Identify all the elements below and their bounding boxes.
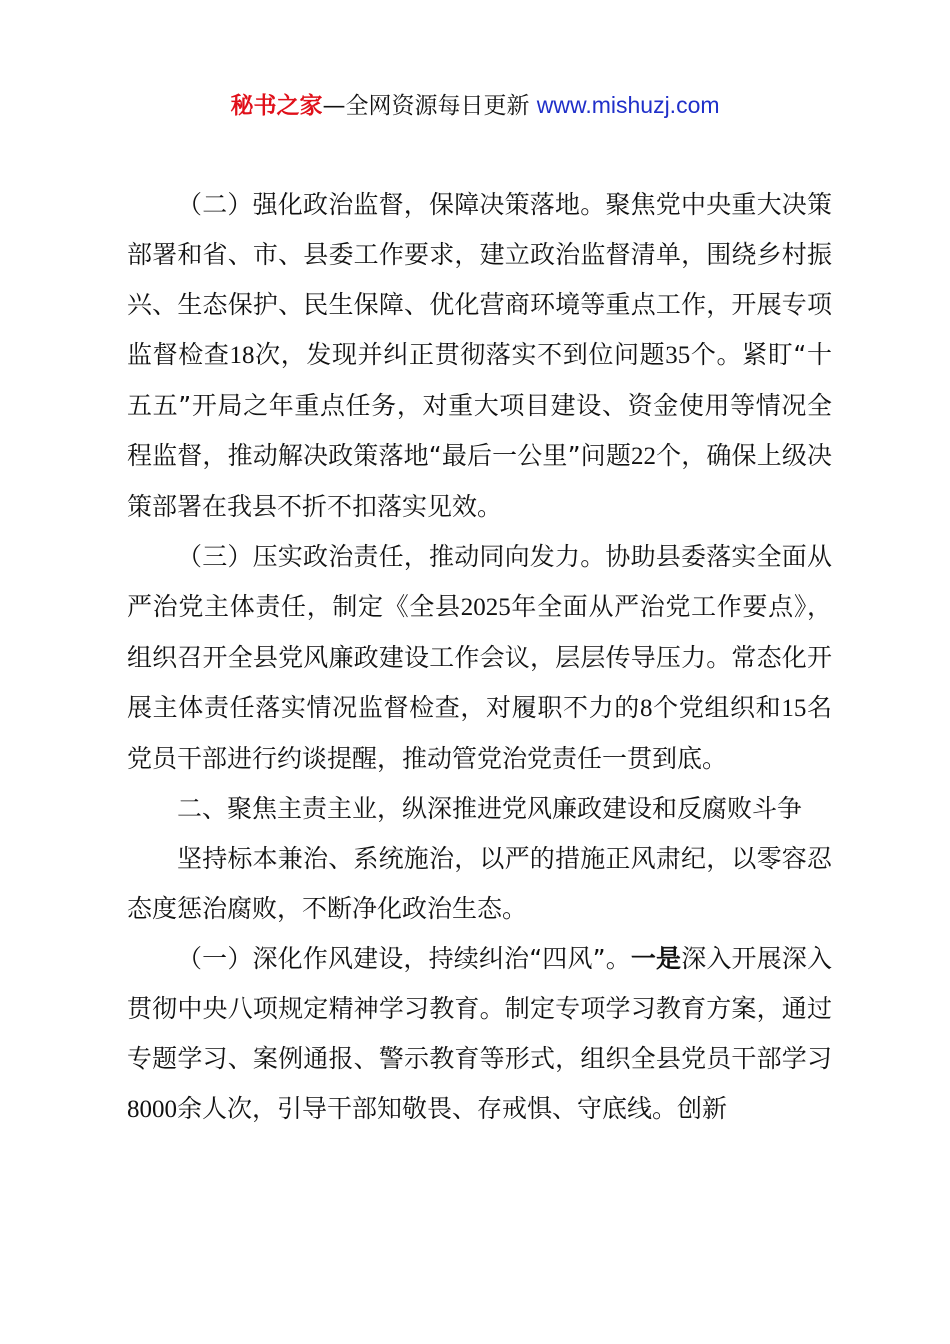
paragraph-lead-marker: 一是: [630, 944, 682, 973]
paragraph-section-intro: 坚持标本兼治、系统施治，以严的措施正风肃纪，以零容忍态度惩治腐败，不断净化政治生态。: [127, 844, 832, 923]
site-url-link[interactable]: www.mishuzj.com: [536, 92, 720, 118]
paragraph-style-building: [127, 934, 832, 1135]
section-heading-two: 二、聚焦主责主业，纵深推进党风廉政建设和反腐败斗争: [177, 794, 803, 823]
document-body: [127, 180, 832, 1135]
paragraph-political-responsibility: （三）压实政治责任，推动同向发力。协助县委落实全面从严治党主体责任，制定《全县2025年全面从严治党工作要点》，组织召开全县党风廉政建设工作会议，层层传导压力。常态化开展主体责任落实情况监督检查，对履职不力的8个党组织和15名党员干部进行约谈提醒，推动管党治党责任一贯到底。: [127, 542, 832, 773]
site-header: [0, 88, 950, 123]
paragraph-intro-text: （一）深化作风建设，持续纠治“四风”。: [177, 944, 631, 973]
paragraph-body-text: 深入开展深入贯彻中央八项规定精神学习教育。制定专项学习教育方案，通过专题学习、案例通报、警示教育等形式，组织全县党员干部学习8000余人次，引导干部知敬畏、存戒惧、守底线。创新: [127, 944, 832, 1123]
header-tagline: —全网资源每日更新: [322, 93, 530, 119]
paragraph-political-supervision: （二）强化政治监督，保障决策落地。聚焦党中央重大决策部署和省、市、县委工作要求，建立政治监督清单，围绕乡村振兴、生态保护、民生保障、优化营商环境等重点工作，开展专项监督检查18次，发现并纠正贯彻落实不到位问题35个。紧盯“十五五”开局之年重点任务，对重大项目建设、资金使用等情况全程监督，推动解决政策落地“最后一公里”问题22个，确保上级决策部署在我县不折不扣落实见效。: [127, 190, 832, 521]
brand-name: 秘书之家: [230, 93, 323, 119]
